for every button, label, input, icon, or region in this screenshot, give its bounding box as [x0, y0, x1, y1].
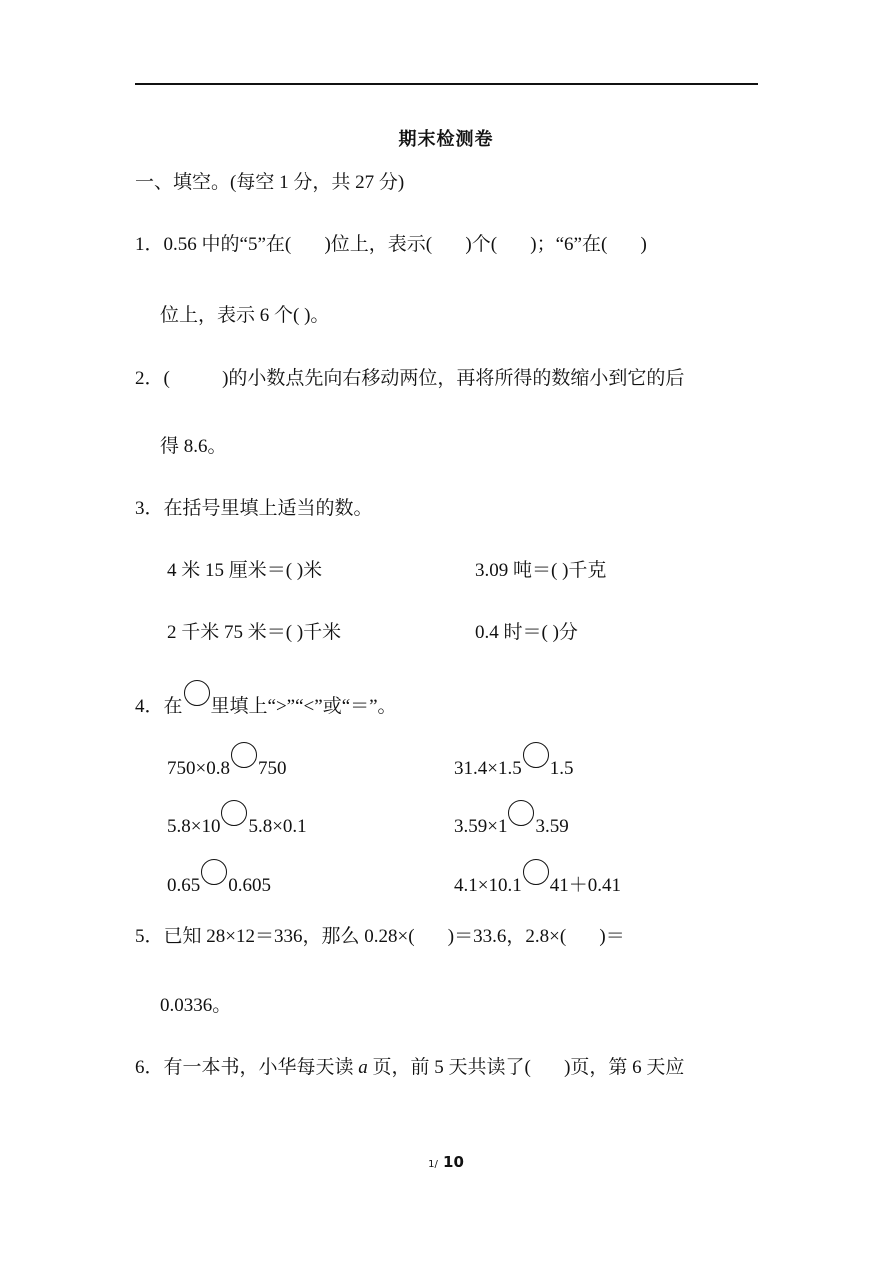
question-number: 1． — [135, 234, 164, 255]
blank-circle-icon — [184, 680, 210, 706]
blank-circle-icon — [508, 800, 534, 826]
comparison-item — [454, 800, 569, 840]
comparison-item — [167, 800, 307, 840]
comparison-item — [454, 742, 573, 782]
comparison-left: 750×0.8 — [167, 758, 230, 779]
question-text: 有一本书，小华每天读 — [163, 1057, 359, 1078]
question-number: 2． — [135, 368, 164, 389]
comparison-left: 0.65 — [167, 875, 201, 896]
comparison-item — [167, 742, 286, 782]
question-number: 4． — [135, 696, 164, 717]
comparison-left: 31.4×1.5 — [454, 758, 522, 779]
question-1 — [135, 232, 647, 258]
blank-circle-icon — [523, 859, 549, 885]
section-heading: 一、填空。(每空 1 分，共 27 分) — [135, 172, 405, 193]
question-6 — [135, 1055, 684, 1081]
comparison-item — [167, 859, 271, 899]
question-text: 已知 28×12＝336，那么 0.28×( )＝33.6，2.8×( )＝ — [163, 926, 625, 947]
comparison-right: 5.8×0.1 — [248, 816, 307, 837]
conversion-item: 0.4 时＝( )分 — [475, 622, 578, 643]
question-5 — [135, 924, 625, 950]
question-4 — [135, 680, 397, 720]
comparison-left: 4.1×10.1 — [454, 875, 522, 896]
page-current: 1/ — [428, 1159, 438, 1170]
question-text: 在括号里填上适当的数。 — [163, 498, 373, 519]
comparison-right: 1.5 — [549, 758, 574, 779]
question-number: 3． — [135, 498, 164, 519]
blank-circle-icon — [201, 859, 227, 885]
page-total: 10 — [443, 1153, 464, 1171]
question-5-continued: 0.0336。 — [160, 995, 232, 1016]
comparison-right: 41＋0.41 — [549, 875, 621, 896]
blank-circle-icon — [221, 800, 247, 826]
comparison-item — [454, 859, 621, 899]
question-text: ( )的小数点先向右移动两位，再将所得的数缩小到它的后 — [163, 368, 685, 389]
conversion-item: 2 千米 75 米＝( )千米 — [167, 622, 342, 643]
blank-circle-icon — [523, 742, 549, 768]
question-number: 6． — [135, 1057, 164, 1078]
comparison-left: 3.59×1 — [454, 816, 508, 837]
header-rule — [135, 83, 758, 85]
comparison-right: 0.605 — [228, 875, 271, 896]
question-1-continued: 位上，表示 6 个( )。 — [160, 305, 330, 326]
comparison-right: 750 — [257, 758, 287, 779]
conversion-item: 4 米 15 厘米＝( )米 — [167, 560, 323, 581]
comparison-right: 3.59 — [535, 816, 569, 837]
question-text: 页，前 5 天共读了( )页，第 6 天应 — [367, 1057, 685, 1078]
question-2-continued: 得 8.6。 — [160, 436, 227, 457]
page-title: 期末检测卷 — [398, 129, 494, 150]
question-number: 5． — [135, 926, 164, 947]
conversion-item: 3.09 吨＝( )千克 — [475, 560, 607, 581]
comparison-left: 5.8×10 — [167, 816, 221, 837]
page-number — [0, 1153, 892, 1171]
question-2 — [135, 366, 684, 392]
question-text-prefix: 在 — [163, 696, 183, 717]
variable-a: a — [358, 1057, 368, 1078]
blank-circle-icon — [231, 742, 257, 768]
question-text-suffix: 里填上“>”“<”或“＝”。 — [210, 696, 397, 717]
question-3 — [135, 496, 373, 522]
question-text: 0.56 中的“5”在( )位上，表示( )个( )；“6”在( ) — [163, 234, 647, 255]
